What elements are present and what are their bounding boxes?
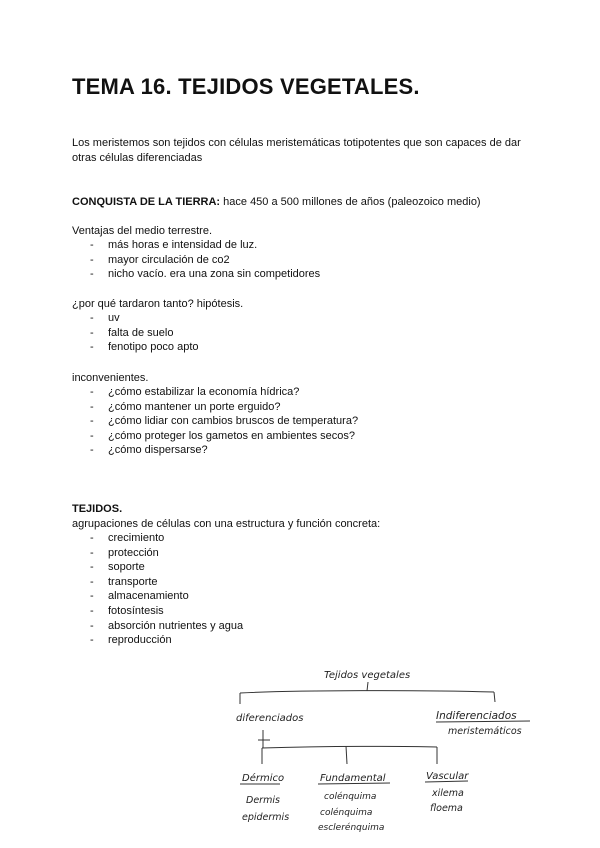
sketch-col1-head: Dérmico: [242, 773, 285, 784]
intro-line-1: Los meristemos son tejidos con células meristemáticas totipotentes que son capaces de dar: [72, 137, 521, 149]
diagram-line: [262, 746, 437, 748]
inconvenientes-heading: inconvenientes.: [72, 372, 149, 384]
list-item: - nicho vacío. era una zona sin competidores: [72, 267, 320, 282]
sketch-col2-item: colénquima: [324, 792, 377, 802]
list-item: - ¿cómo proteger los gametos en ambientes secos?: [72, 429, 358, 444]
list-item: - protección: [72, 546, 243, 561]
page-title: TEMA 16. TEJIDOS VEGETALES.: [72, 74, 420, 99]
diagram-line: [367, 682, 368, 691]
ventajas-heading: Ventajas del medio terrestre.: [72, 225, 213, 237]
diagram-line: [240, 691, 494, 693]
conquista-text: hace 450 a 500 millones de años (paleozoico medio): [223, 196, 481, 208]
sketch-col3-item: xilema: [432, 788, 464, 799]
list-item: - absorción nutrientes y agua: [72, 619, 243, 634]
sketch-left: diferenciados: [236, 713, 304, 724]
list-item: - soporte: [72, 560, 243, 575]
sketch-right: Indiferenciados: [436, 710, 517, 722]
list-item: - mayor circulación de co2: [72, 253, 320, 268]
list-item: - más horas e intensidad de luz.: [72, 238, 320, 253]
list-item: - ¿cómo mantener un porte erguido?: [72, 400, 358, 415]
tejidos-intro: agrupaciones de células con una estructura y función concreta:: [72, 518, 381, 530]
diagram-line: [494, 692, 495, 702]
list-item: - crecimiento: [72, 531, 243, 546]
list-item: - falta de suelo: [72, 326, 199, 341]
hipotesis-heading: ¿por qué tardaron tanto? hipótesis.: [72, 298, 244, 310]
list-item: - ¿cómo lidiar con cambios bruscos de temperatura?: [72, 414, 358, 429]
list-item: - transporte: [72, 575, 243, 590]
list-item: - ¿cómo estabilizar la economía hídrica?: [72, 385, 358, 400]
list-item: - fenotipo poco apto: [72, 340, 199, 355]
sketch-col2-head: Fundamental: [320, 773, 386, 784]
list-item: - reproducción: [72, 633, 243, 648]
sketch-col1-item: Dermis: [246, 795, 280, 806]
sketch-col2-item: colénquima: [320, 808, 373, 818]
intro-line-2: otras células diferenciadas: [72, 152, 203, 164]
tejidos-heading: TEJIDOS.: [72, 503, 123, 515]
sketch-right-sub: meristemáticos: [448, 726, 522, 737]
list-item: - ¿cómo dispersarse?: [72, 443, 358, 458]
sketch-col2-item: esclerénquima: [318, 823, 385, 833]
sketch-col1-item: epidermis: [242, 812, 290, 823]
conquista-heading: CONQUISTA DE LA TIERRA:: [72, 196, 221, 208]
diagram-line: [346, 746, 347, 764]
list-item: - uv: [72, 311, 199, 326]
list-item: - almacenamiento: [72, 589, 243, 604]
list-item: - fotosíntesis: [72, 604, 243, 619]
sketch-col3-head: Vascular: [426, 771, 469, 782]
sketch-root: Tejidos vegetales: [324, 670, 411, 681]
sketch-col3-item: floema: [430, 803, 463, 814]
